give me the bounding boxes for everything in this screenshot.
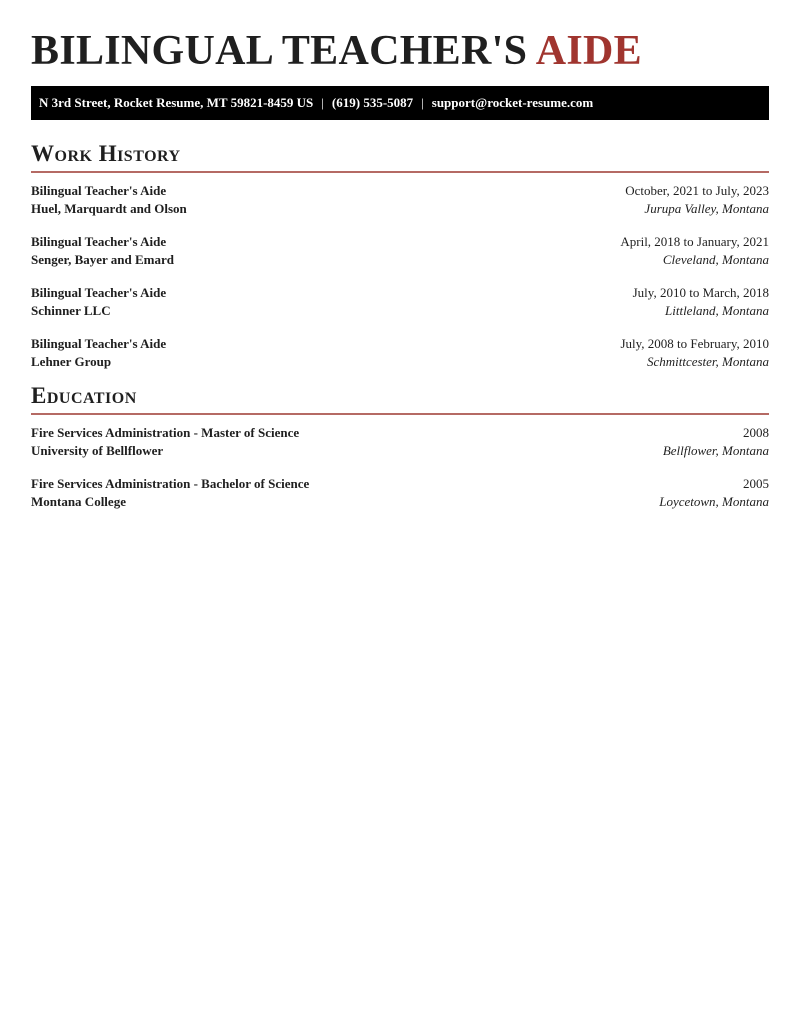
education-location: Loycetown, Montana — [659, 494, 769, 509]
education-degree: Fire Services Administration - Master of Science — [31, 425, 300, 440]
resume-name — [31, 26, 642, 76]
contact-bar — [31, 86, 769, 120]
work-location: Schmittcester, Montana — [646, 354, 769, 369]
contact-address: N 3rd Street, Rocket Resume, MT 59821-8459 US — [39, 95, 314, 110]
work-entry — [31, 182, 769, 218]
education-year: 2005 — [743, 476, 769, 491]
work-company: Senger, Bayer and Emard — [31, 252, 175, 267]
education-year: 2008 — [743, 425, 769, 440]
contact-separator: | — [321, 95, 324, 110]
contact-separator: | — [421, 95, 424, 110]
education-heading: Education — [31, 382, 769, 415]
name-accent: AIDE — [535, 28, 642, 74]
work-location: Cleveland, Montana — [662, 252, 769, 267]
work-company: Lehner Group — [31, 354, 112, 369]
work-position: Bilingual Teacher's Aide — [31, 336, 167, 351]
education-degree: Fire Services Administration - Bachelor of Science — [31, 476, 310, 491]
work-dates: July, 2010 to March, 2018 — [632, 285, 769, 300]
work-location: Jurupa Valley, Montana — [644, 201, 769, 216]
work-dates: July, 2008 to February, 2010 — [620, 336, 769, 351]
contact-phone: (619) 535-5087 — [331, 95, 414, 110]
work-position: Bilingual Teacher's Aide — [31, 285, 167, 300]
education-location: Bellflower, Montana — [662, 443, 769, 458]
work-entry — [31, 335, 769, 371]
work-dates: April, 2018 to January, 2021 — [620, 234, 769, 249]
work-company: Schinner LLC — [31, 303, 111, 318]
work-position: Bilingual Teacher's Aide — [31, 234, 167, 249]
name-main: BILINGUAL TEACHER'S — [31, 28, 528, 74]
work-history-heading: Work History — [31, 140, 769, 173]
education-school: University of Bellflower — [31, 443, 164, 458]
work-entry — [31, 233, 769, 269]
work-dates: October, 2021 to July, 2023 — [625, 183, 769, 198]
education-entry — [31, 475, 769, 511]
contact-email: support@rocket-resume.com — [431, 95, 594, 110]
work-entry — [31, 284, 769, 320]
work-company: Huel, Marquardt and Olson — [31, 201, 187, 216]
work-position: Bilingual Teacher's Aide — [31, 183, 167, 198]
education-school: Montana College — [31, 494, 126, 509]
education-entry — [31, 424, 769, 460]
work-location: Littleland, Montana — [665, 303, 769, 318]
